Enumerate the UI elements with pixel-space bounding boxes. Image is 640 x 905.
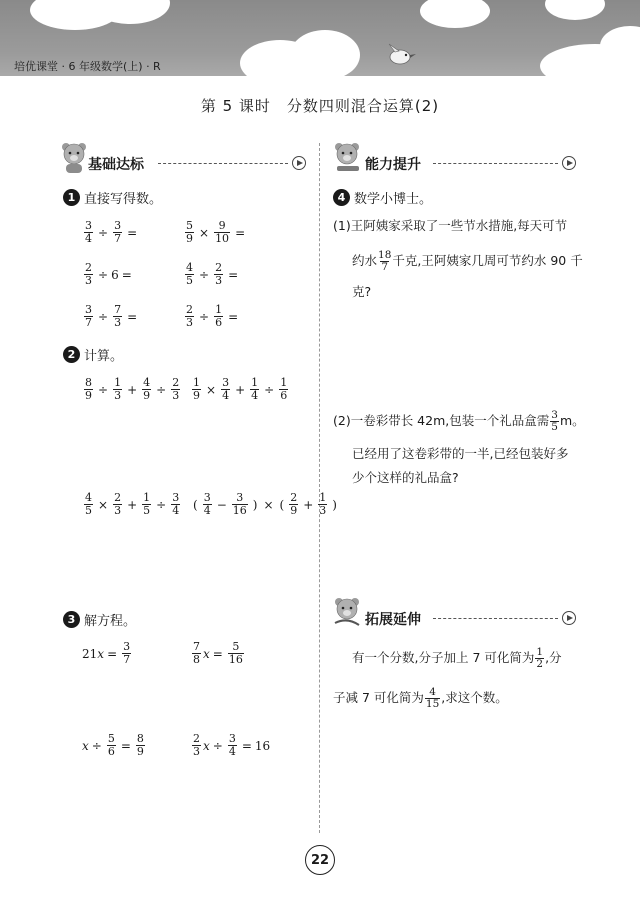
bear-mascot-icon	[333, 140, 361, 174]
q1-item	[82, 220, 140, 245]
q3-equation-2: $\frac{7}{8}$ x = $\frac{5}{16}$	[193, 640, 243, 667]
bear-mascot-icon	[333, 595, 361, 629]
bear-mascot-icon	[60, 140, 88, 174]
question-2-heading	[63, 345, 123, 364]
question-number-badge: 3	[63, 611, 80, 628]
q4-part1-line2: 约水 $\frac{18}{7}$ 千克,王阿姨家几周可节约水 90 千	[352, 249, 583, 274]
operator: ×	[98, 497, 109, 512]
q4-part1-line3: 克?	[352, 284, 372, 299]
operator: +	[127, 382, 138, 397]
equals: =	[228, 267, 239, 282]
fraction: $\frac{18}{7}$	[378, 249, 392, 274]
q3-equation-3: x ÷ $\frac{5}{6}$ = $\frac{8}{9}$	[82, 732, 144, 759]
play-arrow-icon	[292, 156, 306, 170]
fraction: $\frac{2}{3}$	[193, 732, 200, 759]
fraction: $\frac{2}{3}$	[186, 303, 193, 330]
bird-icon	[385, 42, 419, 68]
fraction: $\frac{4}{15}$	[425, 686, 440, 711]
question-3-heading	[63, 610, 136, 629]
operator: ÷	[199, 309, 210, 324]
operator: +	[303, 497, 314, 512]
fraction: $\frac{5}{6}$	[107, 732, 115, 759]
play-arrow-icon	[562, 611, 576, 625]
paren: (	[279, 497, 285, 512]
fraction: $\frac{3}{5}$	[551, 409, 558, 434]
operator: ÷	[98, 382, 109, 397]
q1-item	[183, 304, 241, 329]
fraction: $\frac{3}{7}$	[85, 303, 92, 330]
q2-expression-1	[82, 377, 182, 402]
q1-item	[82, 262, 135, 287]
fraction: $\frac{3}{16}$	[232, 491, 247, 518]
fraction: $\frac{3}{4}$	[222, 376, 230, 403]
paren: (	[193, 497, 198, 512]
fraction: $\frac{1}{5}$	[143, 491, 151, 518]
question-number-badge: 4	[333, 189, 350, 206]
q4-part2-line1: (2)一卷彩带长 42m,包装一个礼品盒需 $\frac{3}{5}$ m。	[333, 409, 585, 434]
question-4-heading	[333, 188, 432, 207]
operator: ×	[263, 497, 274, 512]
fraction: $\frac{2}{3}$	[85, 261, 92, 288]
fraction: $\frac{3}{4}$	[172, 491, 180, 518]
fraction: $\frac{3}{4}$	[228, 732, 236, 759]
fraction: $\frac{3}{7}$	[123, 640, 131, 667]
question-title: 计算。	[84, 349, 124, 364]
section-title: 基础达标	[88, 157, 144, 173]
operator: ×	[199, 225, 210, 240]
extend-line2: 子减 7 可化简为 $\frac{4}{15}$ ,求这个数。	[333, 686, 508, 711]
section-ability-header	[333, 148, 583, 182]
equals: =	[127, 309, 138, 324]
fraction: $\frac{5}{9}$	[186, 219, 193, 246]
operator: −	[216, 497, 227, 512]
operator: ÷	[98, 225, 109, 240]
q4-part2-line3: 少个这样的礼品盒?	[352, 470, 459, 485]
fraction: $\frac{1}{6}$	[280, 376, 288, 403]
question-title: 解方程。	[84, 614, 137, 629]
series-label: 培优课堂 · 6 年级数学(上) · R	[14, 60, 161, 73]
equals: =	[235, 225, 246, 240]
q4-part1-line1: (1)王阿姨家采取了一些节水措施,每天可节	[333, 218, 568, 233]
fraction: $\frac{2}{3}$	[215, 261, 223, 288]
fraction: $\frac{7}{8}$	[193, 640, 200, 667]
q3-equation-1: 21 x = $\frac{3}{7}$	[82, 640, 131, 667]
fraction: $\frac{2}{3}$	[172, 376, 180, 403]
equals: =	[127, 225, 138, 240]
cloud-decoration	[420, 0, 490, 28]
question-title: 数学小博士。	[354, 192, 433, 207]
page-number: 22	[305, 845, 335, 875]
fraction: $\frac{2}{3}$	[114, 491, 122, 518]
q2-expression-2	[190, 377, 290, 402]
operator: +	[127, 497, 138, 512]
section-extend-header	[333, 603, 583, 637]
fraction: $\frac{4}{5}$	[85, 491, 92, 518]
fraction: $\frac{3}{4}$	[203, 491, 211, 518]
q3-equation-4: $\frac{2}{3}$ x ÷ $\frac{3}{4}$ = 16	[193, 732, 271, 759]
fraction: $\frac{8}{9}$	[85, 376, 92, 403]
question-title: 直接写得数。	[84, 192, 163, 207]
fraction: $\frac{1}{4}$	[251, 376, 259, 403]
column-divider	[319, 143, 320, 833]
section-title: 拓展延伸	[365, 612, 421, 628]
fraction: $\frac{1}{3}$	[319, 491, 327, 518]
equals: =	[228, 309, 239, 324]
question-number-badge: 2	[63, 346, 80, 363]
fraction: $\frac{1}{6}$	[215, 303, 223, 330]
fraction: $\frac{4}{9}$	[143, 376, 151, 403]
fraction: $\frac{4}{5}$	[186, 261, 193, 288]
operator: ÷	[156, 497, 167, 512]
question-number-badge: 1	[63, 189, 80, 206]
lesson-title: 第 5 课时 分数四则混合运算(2)	[200, 97, 440, 115]
fraction: $\frac{7}{3}$	[114, 303, 122, 330]
q1-item	[183, 262, 241, 287]
fraction: $\frac{1}{3}$	[114, 376, 122, 403]
fraction: $\frac{9}{10}$	[215, 219, 230, 246]
q1-item	[82, 304, 140, 329]
section-title: 能力提升	[365, 157, 421, 173]
fraction: $\frac{3}{4}$	[85, 219, 92, 246]
section-dash-line	[433, 163, 558, 164]
fraction: $\frac{3}{7}$	[114, 219, 122, 246]
operator: ÷	[156, 382, 167, 397]
q2-expression-3	[82, 492, 182, 517]
operator: +	[235, 382, 246, 397]
header-banner	[0, 0, 640, 76]
extend-line1: 有一个分数,分子加上 7 可化简为 $\frac{1}{2}$ ,分	[352, 646, 562, 671]
section-basic-header	[60, 148, 310, 182]
section-dash-line	[433, 618, 558, 619]
paren: )	[252, 497, 258, 512]
cloud-decoration	[290, 30, 360, 76]
q2-expression-4	[190, 492, 340, 517]
question-1-heading	[63, 188, 162, 207]
fraction: $\frac{5}{16}$	[228, 640, 243, 667]
operator: ×	[206, 382, 217, 397]
operator: ÷	[264, 382, 275, 397]
operator: ÷	[98, 309, 109, 324]
fraction: $\frac{1}{9}$	[193, 376, 200, 403]
cloud-decoration	[545, 0, 605, 20]
operator: ÷	[199, 267, 210, 282]
integer: 6	[111, 267, 119, 282]
q1-item	[183, 220, 248, 245]
q4-part2-line2: 已经用了这卷彩带的一半,已经包装好多	[352, 446, 569, 461]
section-dash-line	[158, 163, 288, 164]
fraction: $\frac{2}{9}$	[290, 491, 298, 518]
equals: =	[121, 267, 132, 282]
paren: )	[332, 497, 337, 512]
operator: ÷	[98, 267, 109, 282]
fraction: $\frac{8}{9}$	[136, 732, 144, 759]
play-arrow-icon	[562, 156, 576, 170]
fraction: $\frac{1}{2}$	[536, 646, 544, 671]
